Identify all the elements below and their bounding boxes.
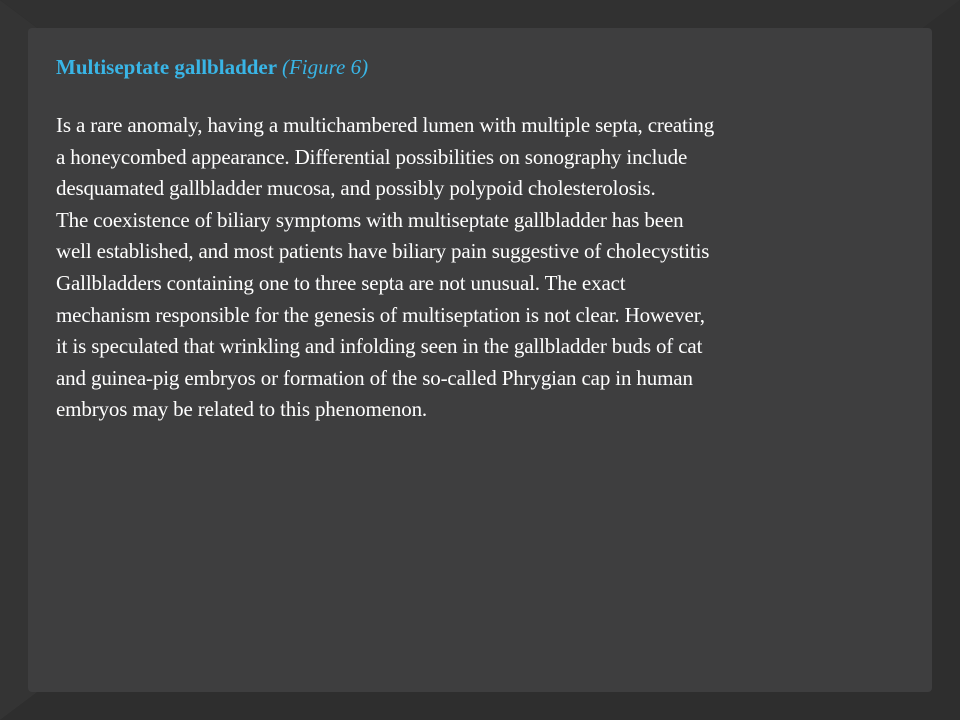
body-line: desquamated gallbladder mucosa, and possibly polypoid cholesterolosis. [56, 176, 656, 201]
body-line: Gallbladders containing one to three septa are not unusual. The exact [56, 270, 626, 295]
body-line: mechanism responsible for the genesis of multiseptation is not clear. However, [56, 302, 705, 327]
body-line: embryos may be related to this phenomenon. [56, 397, 428, 422]
slide-content [56, 52, 916, 426]
body-line: and guinea-pig embryos or formation of the so-called Phrygian cap in human [56, 365, 693, 390]
body-line: Is a rare anomaly, having a multichambered lumen with multiple septa, creating [56, 113, 715, 137]
slide-title [56, 52, 916, 82]
title-main: Multiseptate gallbladder [56, 55, 282, 79]
body-line: it is speculated that wrinkling and infolding seen in the gallbladder buds of cat [56, 334, 703, 359]
body-line: a honeycombed appearance. Differential possibilities on sonography include [56, 144, 688, 169]
body-line: The coexistence of biliary symptoms with multiseptate gallbladder has been [56, 207, 684, 232]
title-figure-ref: (Figure 6) [281, 55, 369, 79]
body-line: well established, and most patients have biliary pain suggestive of cholecystitis [56, 239, 710, 264]
